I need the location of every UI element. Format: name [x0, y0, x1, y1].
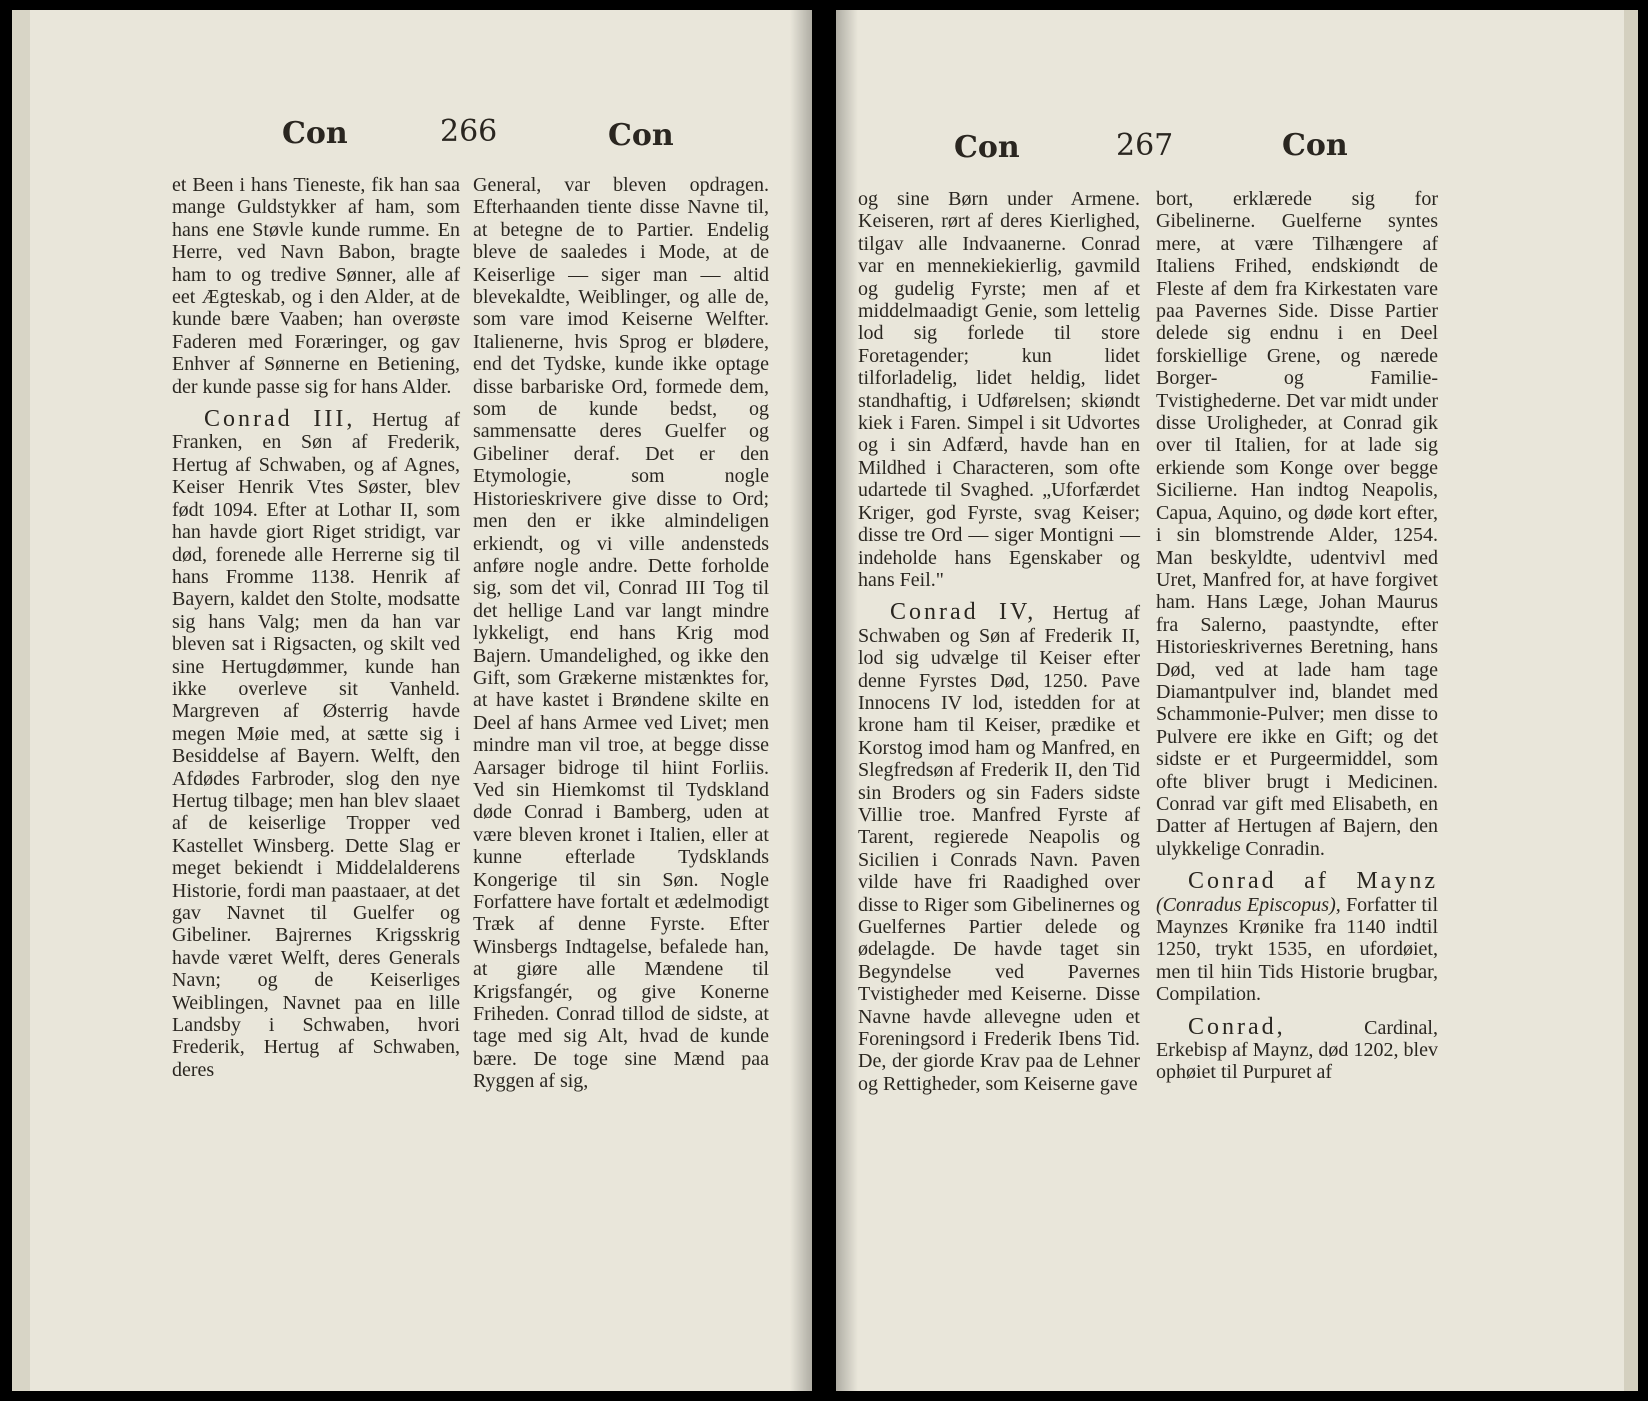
entry-conrad-iv-text: Hertug af Schwaben og Søn af Frederik II, lod sig udvælge til Keiser efter denne Fyrstes Død, 1250. Pave Innocens IV lod, istedden for at krone ham til Keiser, prædike et Korstog imod ham og Manfred, en Slegfredsøn af Frederik II, den Tid sin Broders og sin Faders sidste Villie troe. Manfred Fyrste af Tarent, regierede Neapolis og Sicilien i Conrads Navn. Paven vilde have fri Raadighed over disse to Riger som Gibelinernes og Guelfernes Partier delede og ødelagde. De havde taget sin Begyndelse ved Pavernes Tvistigheder med Keiserne. Disse Navne havde allevegne uden et Foreningsord i Frederik Ibens Tid. De, der giorde Krav paa de Lehner og Rettigheder, som Keiserne gave: [858, 602, 1140, 1095]
lemma-conrad-cardinal: Conrad,: [1188, 1013, 1286, 1040]
latin-name-conradus-episcopus: (Conradus Episcopus),: [1156, 893, 1341, 916]
right-running-head-left: Con: [954, 130, 1020, 165]
right-page: [836, 10, 1638, 1391]
left-running-head-right: Con: [608, 118, 674, 153]
entry-conrad-af-maynz-text: Forfatter til Maynzes Krønike fra 1140 indtil 1250, trykt 1535, en ufordøiet, men til hiin Tids Historie brugbar, Compilation.: [1156, 893, 1439, 1006]
entry-conrad-af-maynz: [1156, 870, 1438, 1005]
right-col1-paragraph-1: og sine Børn under Armene. Keiseren, rørt af deres Kierlighed, tilgav alle Indvaanerne. Conrad var en mennekiekierlig, gavmild og gudelig Fyrste; men af et middelmaadigt Genie, som lettelig lod sig forlede til store Foretagender; kun lidet tilforladelig, lidet heldig, lidet standhaftig, i Udførelsen; skiøndt kiek i Faren. Simpel i sit Udvortes og i sin Adfærd, havde han en Mildhed i Characteren, som ofte udartede til Svaghed. „Uforfærdet Kriger, god Fyrste, svag Keiser; disse tre Ord — siger Montigni — indeholde hans Egenskaber og hans Feil.": [858, 188, 1140, 591]
entry-conrad-cardinal-text: Cardinal, Erkebisp af Maynz, død 1202, blev ophøiet til Purpuret af: [1156, 1016, 1438, 1084]
left-column-2: [473, 174, 769, 1093]
entry-conrad-cardinal: [1156, 1013, 1438, 1084]
entry-conrad-iii-text: Hertug af Franken, en Søn af Frederik, Hertug af Schwaben, og af Agnes, Keiser Henrik Vtes Søster, blev født 1094. Efter at Lothar II, som han havde giort Riget stridigt, var død, forenede alle Herrerne sig til hans Fromme 1138. Henrik af Bayern, kaldet den Stolte, modsatte sig hans Valg; men da han var bleven sat i Rigsacten, og skilt ved sine Hertugdømmer, kunde han ikke overleve sit Vanheld. Margreven af Østerrig havde megen Møie med, at sætte sig i Besiddelse af Bayern. Welft, den Afdødes Farbroder, slog den nye Hertug tilbage; men han blev slaaet af de keiserlige Tropper ved Kastellet Winsberg. Dette Slag er meget bekiendt i Middelalderens Historie, fordi man paastaaer, at det gav Navnet til Guelfer og Gibeliner. Bajrernes Krigsskrig havde været Welft, deres Generals Navn; og de Keiserliges Weiblingen, Navnet paa en lille Landsby i Schwaben, hvori Frederik, Hertug af Schwaben, deres: [172, 409, 460, 1081]
lemma-conrad-iii: Conrad III,: [204, 406, 356, 433]
right-column-1: [858, 188, 1140, 1095]
entry-conrad-iii: [172, 408, 460, 1081]
lemma-conrad-iv: Conrad IV,: [890, 599, 1037, 626]
left-page-number: 266: [440, 114, 498, 149]
right-col2-paragraph-1: bort, erklærede sig for Gibelinerne. Guelferne syntes mere, at være Tilhængere af Italiens Frihed, endskiøndt de Fleste af dem fra Kirkestaten vare paa Pavernes Side. Disse Partier delede sig endnu i en Deel forskiellige Grene, og nærede Borger- og Familie-Tvistighederne. Det var midt under disse Uroligheder, at Conrad gik over til Italien, for at lade sig erkiende som Konge over begge Sicilierne. Han indtog Neapolis, Capua, Aquino, og døde kort efter, i sin blomstrende Alder, 1254. Man beskyldte, udentvivl med Uret, Manfred for, at have forgivet ham. Hans Læge, Johan Maurus fra Salerno, paastyndte, efter Historieskrivernes Beretning, hans Død, ved at lade ham tage Diamantpulver ind, blandet med Schammonie-Pulver; men disse to Pulvere ere ikke en Gift; og det sidste er et Purgeermiddel, som ofte bliver brugt i Medicinen. Conrad var gift med Elisabeth, en Datter af Hertugen af Bajern, den ulykkelige Conradin.: [1156, 188, 1438, 860]
right-gutter-shadow: [836, 10, 858, 1391]
entry-conrad-iv: [858, 601, 1140, 1095]
left-col2-paragraph-1: General, var bleven opdragen. Efterhaanden tiente disse Navne til, at betegne de to Partier. Endelig bleve de saaledes i Mode, at de Keiserlige — siger man — altid blevekaldte, Weiblinger, og alle de, som vare imod Keiserne Welfter. Italienerne, hvis Sprog er blødere, end det Tydske, kunde ikke optage disse barbariske Ord, formede dem, som de kunde bedst, og sammensatte deres Guelfer og Gibeliner deraf. Det er den Etymologie, som nogle Historieskrivere give disse to Ord; men den er ikke almindeligen erkiendt, og vi ville andensteds anføre nogle andre. Dette forholde sig, som det vil, Conrad III Tog til det hellige Land var langt mindre lykkeligt, end hans Krig mod Bajern. Umandelighed, og ikke den Gift, som Grækerne mistænktes for, at have kastet i Brøndene skilte en Deel af hans Armee ved Livet; men mindre man vil troe, at begge disse Aarsager bidroge til hiint Forliis. Ved sin Hiemkomst til Tydskland døde Conrad i Bamberg, uden at være bleven kronet i Italien, eller at kunne efterlade Tydsklands Kongerige til sin Søn. Nogle Forfattere have fortalt et ædelmodigt Træk af denne Fyrste. Efter Winsbergs Indtagelse, befalede han, at giøre alle Mændene til Krigsfangér, og give Konerne Friheden. Conrad tillod de sidste, at tage med sig Alt, hvad de kunde bære. De toge sine Mænd paa Ryggen af sig,: [473, 174, 769, 1093]
left-gutter-shadow: [790, 10, 812, 1391]
lemma-conrad-af-maynz: Conrad af Maynz: [1188, 868, 1438, 895]
right-running-head-right: Con: [1282, 128, 1348, 163]
right-page-number: 267: [1116, 128, 1174, 163]
left-page: [12, 10, 812, 1391]
left-col1-paragraph-1: et Been i hans Tieneste, fik han saa mange Guldstykker af ham, som hans ene Støvle kunde rumme. En Herre, ved Navn Babon, bragte ham to og tredive Sønner, alle af eet Ægteskab, og i den Alder, at de kunde bære Vaaben; han overøste Faderen med Foræringer, og gav Enhver af Sønnerne en Betiening, der kunde passe sig for hans Alder.: [172, 174, 460, 398]
left-running-head-left: Con: [282, 116, 348, 151]
right-column-2: [1156, 188, 1438, 1084]
left-column-1: [172, 174, 460, 1081]
